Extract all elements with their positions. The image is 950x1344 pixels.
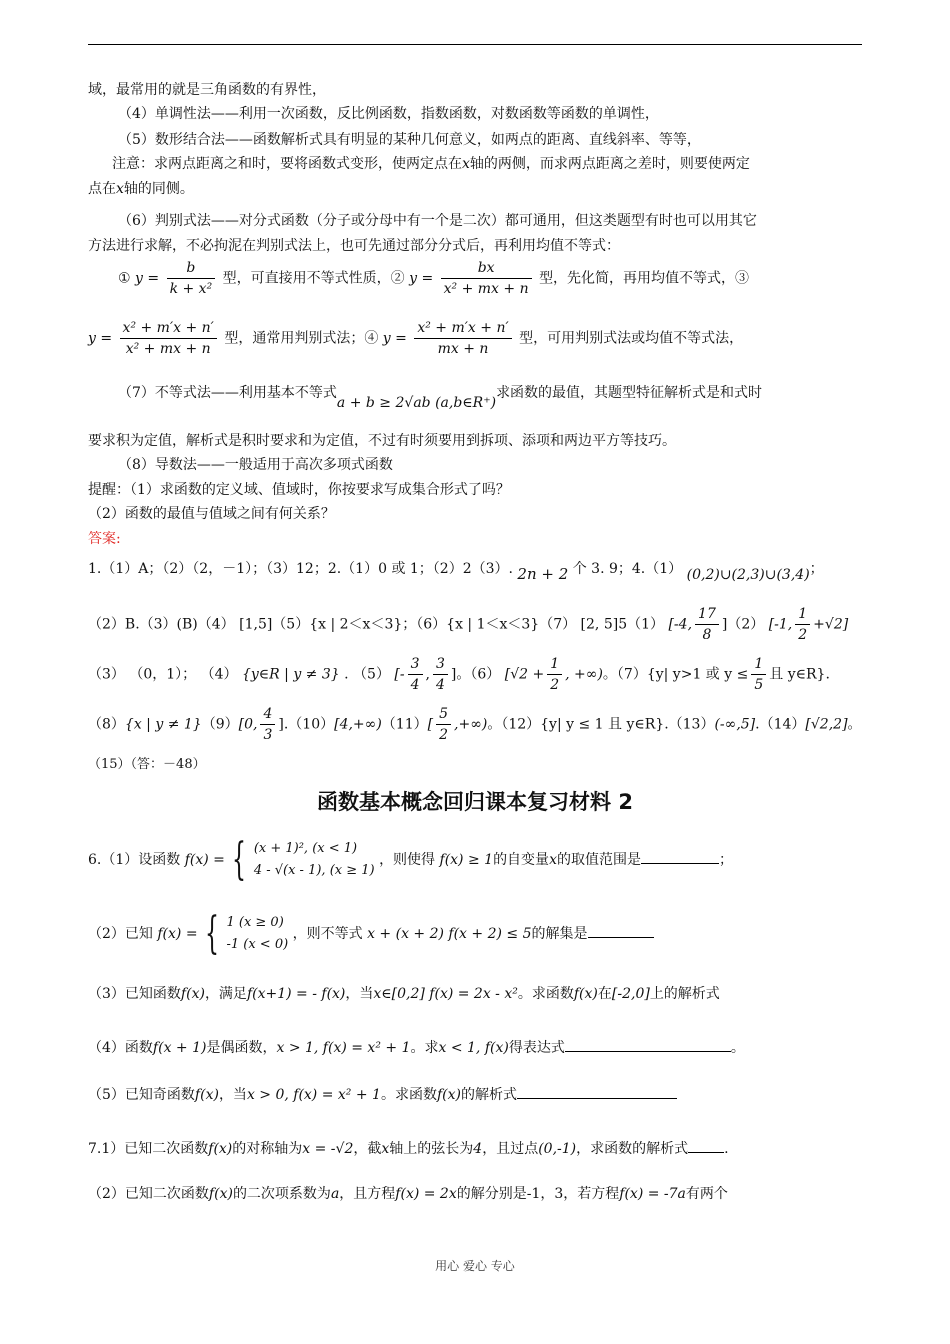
text: ，截 — [353, 1141, 382, 1157]
math: x < 1, f(x) — [438, 1040, 509, 1056]
math: x — [549, 852, 557, 868]
text: 6.（1）设函数 — [88, 852, 181, 868]
text-line — [88, 503, 335, 525]
formula-lhs: y = — [88, 330, 113, 347]
text: ]（2） — [721, 616, 765, 633]
text: ； — [718, 852, 733, 868]
formula-lhs: y = — [409, 270, 434, 287]
numerator: 1 — [795, 604, 810, 625]
answer-line-2 — [88, 604, 848, 645]
math: [√2,2] — [805, 716, 848, 733]
answer-blank[interactable] — [688, 1138, 724, 1153]
text: 的二次项系数为 — [232, 1186, 331, 1202]
math-x: x — [462, 156, 470, 172]
text: （2）函数的最值与值域之间有何关系？ — [88, 506, 335, 522]
text: 域，最常用的就是三角函数的有界性， — [88, 82, 326, 98]
text-line — [88, 235, 620, 257]
denominator: x² + mx + n — [443, 281, 529, 297]
text: 求函数的最值，其题型特征解析式是和式时 — [496, 385, 763, 401]
text: 型，可直接用不等式性质，② — [222, 270, 405, 287]
text: 点在 — [88, 181, 116, 197]
problem-6-1 — [88, 834, 733, 885]
text: （9） — [201, 716, 239, 733]
text: （3）已知函数 — [88, 986, 181, 1002]
text: 型，先化简，再用均值不等式，③ — [539, 270, 750, 287]
text: 的取值范围是 — [556, 852, 641, 868]
denominator: 4 — [435, 677, 445, 693]
case-1: 1 (x ≥ 0) — [226, 915, 284, 930]
text: ，当 — [345, 986, 374, 1002]
problem-7-2 — [88, 1184, 728, 1204]
text: .（14） — [755, 716, 806, 733]
answer-line-1 — [88, 558, 824, 583]
formula-lhs: y = — [382, 330, 407, 347]
text: 轴的两侧，而求两点距离之差时，则要使两定 — [469, 156, 750, 172]
text-line — [88, 430, 676, 452]
fraction — [433, 654, 448, 695]
math: f(x) = — [184, 852, 225, 868]
text: 方法进行求解，不必拘泥在判别式法上，也可先通过部分分式后，再利用均值不等式： — [88, 238, 620, 254]
header-rule — [88, 44, 862, 45]
text: （7）不等式法——利用基本不等式 — [118, 385, 337, 401]
problem-6-4 — [88, 1037, 745, 1058]
text: 提醒：（1）求函数的定义域、值域时，你按要求写成集合形式了吗？ — [88, 482, 510, 498]
text: 。（7）{y| y>1 或 y ≤ — [602, 666, 749, 683]
problem-6-5 — [88, 1084, 677, 1105]
math: f(x) — [194, 1087, 219, 1103]
problem-6-3 — [88, 984, 720, 1004]
math: , +∞) — [565, 666, 603, 683]
math: f(x) — [573, 986, 598, 1002]
math: [- — [394, 666, 405, 683]
math: f(x) — [208, 1186, 233, 1202]
denominator: 4 — [410, 677, 420, 693]
math: f(x + 1) — [152, 1040, 207, 1056]
text-line — [118, 129, 701, 151]
text: 。 — [847, 716, 862, 733]
formula-lhs: y = — [135, 270, 160, 287]
numerator: x² + m′x + n′ — [120, 318, 217, 339]
denominator: 2 — [550, 677, 560, 693]
text: （11） — [381, 716, 428, 733]
case-1: (x + 1)², (x < 1) — [253, 841, 358, 856]
math: f(x) ≥ 1 — [439, 852, 494, 868]
denominator: mx + n — [437, 341, 489, 357]
math: f(x) = 2x - x² — [429, 986, 518, 1002]
text-line — [88, 479, 510, 501]
text: （6）判别式法——对分式函数（分子或分母中有一个是二次）都可通用，但这类题型有时也可以用其它 — [118, 213, 757, 229]
text: ； — [809, 561, 824, 577]
fraction — [408, 654, 423, 695]
math: {x | y ≠ 1} — [124, 716, 202, 733]
fraction — [795, 604, 810, 645]
text: 。 — [730, 1040, 745, 1056]
math: (0,-1) — [538, 1141, 577, 1157]
math: x > 0, f(x) = x² + 1 — [246, 1087, 381, 1103]
answer-label — [88, 528, 121, 550]
numerator: bx — [441, 258, 532, 279]
text: 在 — [597, 986, 612, 1002]
fraction — [695, 604, 719, 645]
text-line — [112, 153, 750, 175]
text: ] — [278, 716, 284, 733]
text: 。（6） — [456, 666, 501, 683]
fraction — [260, 704, 275, 745]
text: 的自变量 — [493, 852, 550, 868]
text: ，当 — [218, 1087, 247, 1103]
piecewise-cases — [254, 838, 375, 882]
math: f(x) — [208, 1141, 233, 1157]
numerator: 4 — [260, 704, 275, 725]
answer-line-5 — [88, 754, 206, 776]
numerator: 3 — [408, 654, 423, 675]
text: 个 3. 9；4.（1） — [572, 561, 683, 577]
fraction — [751, 654, 766, 695]
text: ] — [450, 666, 457, 683]
text-line — [118, 210, 757, 232]
left-brace: { — [232, 834, 247, 885]
answer-blank[interactable] — [588, 923, 654, 938]
math: x > 1, f(x) = x² + 1 — [276, 1040, 411, 1056]
text: （8） — [88, 716, 125, 733]
text: 上的解析式 — [649, 986, 720, 1002]
math: [√2 + — [504, 666, 545, 683]
text: 是偶函数， — [206, 1040, 277, 1056]
text: ，则使得 — [379, 852, 436, 868]
math: x = -√2 — [302, 1141, 354, 1157]
text: 要求积为定值，解析式是积时要求和为定值，不过有时须要用到拆项、添项和两边平方等技巧。 — [88, 433, 676, 449]
math: [ — [427, 716, 434, 733]
denominator: 2 — [798, 627, 808, 643]
denominator: 5 — [754, 677, 764, 693]
text: （2）已知二次函数 — [88, 1186, 209, 1202]
fraction-f1 — [167, 258, 216, 299]
denominator: 8 — [702, 627, 712, 643]
numerator: 3 — [433, 654, 448, 675]
answer-line-3 — [88, 654, 830, 695]
denominator: x² + mx + n — [125, 341, 211, 357]
text: 。求函数 — [380, 1087, 437, 1103]
math: {y∈R | y ≠ 3} — [241, 666, 340, 683]
math: f(x) = -7a — [619, 1186, 686, 1202]
text-line — [118, 454, 393, 476]
text: ，满足 — [204, 986, 247, 1002]
math-x: x — [116, 181, 124, 197]
math: 2n + 2 — [517, 565, 569, 583]
text: 的解分别是-1，3，若方程 — [456, 1186, 620, 1202]
math: 4 — [473, 1141, 483, 1157]
math: [-2,0] — [611, 986, 650, 1002]
text: 。求函数 — [517, 986, 574, 1002]
math: x + (x + 2) f(x + 2) ≤ 5 — [367, 926, 532, 942]
text: . — [724, 1141, 729, 1157]
text-line — [118, 103, 659, 125]
formula-line-1 — [118, 258, 749, 299]
fraction — [436, 704, 451, 745]
formula-line-2 — [88, 318, 743, 359]
text: 。（12）{y| y ≤ 1 且 y∈R}.（13） — [487, 716, 715, 733]
math: f(x) — [436, 1087, 461, 1103]
text: （3） （0，1）； （4） — [88, 666, 238, 683]
problem-7-1 — [88, 1138, 729, 1159]
text: ，求函数的解析式 — [576, 1141, 689, 1157]
numerator: 1 — [547, 654, 562, 675]
text: . （5） — [344, 666, 390, 683]
math: x∈[0,2] — [373, 986, 425, 1002]
text: ，且过点 — [482, 1141, 539, 1157]
text: （2）已知 — [88, 926, 153, 942]
case-2: 4 - √(x - 1), (x ≥ 1) — [253, 863, 375, 878]
section-title: 函数基本概念回归课本复习材料 2 — [317, 790, 633, 814]
case-2: -1 (x < 0) — [226, 937, 289, 952]
math: a — [330, 1186, 340, 1202]
text: 注意：求两点距离之和时，要将函数式变形，使两定点在 — [112, 156, 462, 172]
fraction-f2 — [441, 258, 532, 299]
text: 7.1）已知二次函数 — [88, 1141, 209, 1157]
math: f(x) = 2x — [395, 1186, 457, 1202]
numerator: b — [167, 258, 216, 279]
answer-blank[interactable] — [565, 1037, 731, 1052]
text: 的解析式 — [460, 1087, 517, 1103]
circled-1: ① — [118, 270, 131, 287]
text: 型，可用判别式法或均值不等式法， — [519, 330, 744, 347]
math: (-∞,5] — [714, 716, 756, 733]
math: f(x) — [180, 986, 205, 1002]
text-line — [88, 178, 194, 200]
text: , — [425, 666, 430, 683]
text: 且 y∈R}. — [769, 666, 830, 683]
answer-blank[interactable] — [517, 1084, 677, 1099]
text: 的解集是 — [531, 926, 588, 942]
answer-blank[interactable] — [641, 849, 719, 864]
text: （4）函数 — [88, 1040, 153, 1056]
text: 轴上的弦长为 — [389, 1141, 474, 1157]
text-line — [88, 79, 326, 101]
math: (0,2)∪(2,3)∪(3,4) — [686, 567, 810, 583]
text: 的对称轴为 — [232, 1141, 303, 1157]
fraction-f3 — [120, 318, 217, 359]
math: [-4, — [668, 616, 693, 633]
numerator: 5 — [436, 704, 451, 725]
numerator: 17 — [695, 604, 719, 625]
numerator: x² + m′x + n′ — [414, 318, 511, 339]
math: ,+∞) — [454, 716, 488, 733]
text: （8）导数法——一般适用于高次多项式函数 — [118, 457, 393, 473]
text: 型，通常用判别式法；④ — [224, 330, 379, 347]
page-footer: 用心 爱心 专心 — [435, 1259, 515, 1273]
text: 1.（1）A；（2）（2，－1）；（3）12；2.（1）0 或 1；（2）2（3）. — [88, 561, 513, 577]
denominator: k + x² — [169, 281, 213, 297]
text: （5）数形结合法——函数解析式具有明显的某种几何意义，如两点的距离、直线斜率、等等， — [118, 132, 701, 148]
math: +√2] — [813, 616, 849, 633]
text: ，且方程 — [339, 1186, 396, 1202]
numerator: 1 — [751, 654, 766, 675]
math: [4,+∞) — [334, 716, 382, 733]
math: [-1, — [768, 616, 793, 633]
fraction — [547, 654, 562, 695]
left-brace: { — [205, 908, 220, 959]
math: f(x+1) = - f(x) — [246, 986, 346, 1002]
piecewise-cases — [226, 912, 288, 956]
problem-6-2 — [88, 908, 654, 959]
math: x — [381, 1141, 390, 1157]
answer-line-4 — [88, 704, 862, 745]
text: （4）单调性法——利用一次函数，反比例函数，指数函数，对数函数等函数的单调性， — [118, 106, 659, 122]
text-line — [118, 382, 763, 411]
text: （5）已知奇函数 — [88, 1087, 195, 1103]
denominator: 3 — [263, 727, 273, 743]
text: （2）B.（3）(B)（4） [1,5]（5）{x | 2＜x＜3}；（6）{x | 1＜x＜3}（7） [2, 5]5（1） — [88, 616, 665, 633]
fraction-f4 — [414, 318, 511, 359]
denominator: 2 — [439, 727, 449, 743]
text: .（10） — [283, 716, 335, 733]
math: f(x) = — [157, 926, 198, 942]
text: （15）（答：－48） — [88, 757, 206, 772]
text: 轴的同侧。 — [123, 181, 194, 197]
text: 有两个 — [685, 1186, 728, 1202]
math: [0, — [238, 716, 258, 733]
math-inequality: a + b ≥ 2√ab (a,b∈R⁺) — [336, 395, 497, 411]
text: 得表达式 — [508, 1040, 565, 1056]
text: 答案: — [88, 531, 121, 547]
text: 。求 — [410, 1040, 439, 1056]
text: ，则不等式 — [292, 926, 363, 942]
